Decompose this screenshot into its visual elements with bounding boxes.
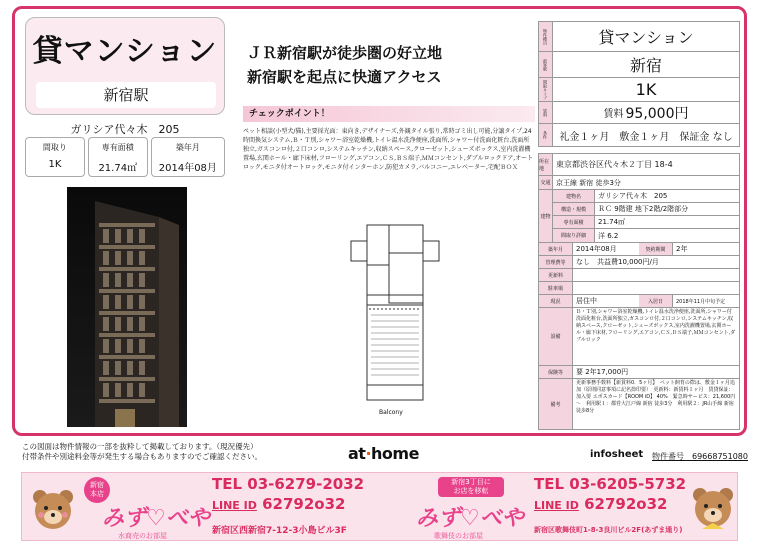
info-table — [538, 21, 740, 430]
catch-line-2: 新宿駅を起点に快適アクセス — [247, 68, 442, 86]
info-summary — [538, 21, 740, 147]
detail-renew: 更新料 — [539, 269, 739, 282]
spec-built: 築年月 2014年08月 — [151, 137, 225, 177]
spec-row — [25, 137, 225, 177]
check-point-text: ペット相談(小型犬/猫),主要採光面：東向き,デザイナーズ,外観タイル張り,常時ゴミ出し可能,分譲タイプ,24時間換気システム,Ｂ・Ｔ別,シャワー浴室乾燥機,トイレ温水洗浄便座,洗面所,シャワー付洗面化粧台,洗面所独立,ガスコンロ付,２口コンロ,システムキッチン,収納スペース,クローゼット,シューズボックス,室内洗濯機置場,玄関ホール・廊下床材,フローリング,エアコン,ＣＳ,ＢＳ端子,ＭＭコンセント,ダブルロックドア,オートロック,モニタ付オートロック,モニタ付インターホン,防犯カメラ,バルコニー,エレベーター,宅配ＢＯＸ — [243, 128, 534, 171]
info-row-type: 物件種目 貸マンション — [539, 22, 739, 52]
station-label: 新宿駅 — [36, 82, 216, 108]
detail-parking: 駐車場 — [539, 282, 739, 295]
disclaimer: この図面は物件情報の一部を抜粋して掲載しております。（現況優先） 付帯条件や別途料金等が発生する場合もありますのでご確認ください。 — [22, 442, 262, 461]
brand-logo-right: みず♡べや — [416, 506, 524, 531]
address-left: 新宿区西新宿7-12-3小島ビル3F — [212, 526, 347, 536]
athome-logo: at·home — [348, 444, 419, 463]
balcony-label: Balcony — [379, 409, 403, 416]
detail-insurance: 保険等 要 2年17,000円 — [539, 366, 739, 379]
ad-banner[interactable] — [21, 472, 738, 541]
brand-logo-left: みず♡べや — [102, 506, 210, 531]
detail-address: 所在地 東京都渋谷区代々木２丁目 18-4 — [539, 154, 739, 176]
detail-building: 建物 建物名 ガリシア代々木 205 構造・規模 ＲＣ 9階建 地下2階/2階部分 専有面積 21.74㎡ 間取り詳細 洋 6.2 — [539, 190, 739, 243]
detail-note: 備考 更新事務手数料【新賃料0．5ヶ月】 ペット飼育の際は、敷金１ヶ月追加（原則同意事項に記名捺印要） 更新料：新賃料１ヶ月 賃貸保証：加入要 エポスカード【ROOM iD】 40% 緊急時サービス：21,600円～ 利用駅１：都営大江戸線 新宿 徒歩3分 利用駅２：JR山手線 新宿 徒歩8分 — [539, 379, 739, 429]
detail-features: 設備 Ｂ・Ｔ別,シャワー浴室乾燥機,トイレ温水洗浄便座,洗面所,シャワー付洗面化粧台,洗面所独立,ガスコンロ付,２口コンロ,システムキッチン,収納スペース,クローゼット,シューズボックス,室内洗濯機置場,玄関ホール・廊下床材,フローリング,エアコン,ＣＳ,ＢＳ端子,ＭＭコンセント,ダブルロック — [539, 308, 739, 366]
bear-icon — [30, 487, 76, 533]
info-sheet — [12, 6, 747, 436]
floor-plan — [345, 205, 445, 420]
line-id-left[interactable]: LINE ID 62792o32 — [212, 495, 346, 513]
property-name: ガリシア代々木 205 — [70, 123, 180, 136]
info-row-layout: 間取タイプ 1K — [539, 78, 739, 102]
rent-value: 95,000円 — [625, 105, 689, 122]
property-type-title: 貸マンション — [32, 34, 218, 69]
shinjuku-main-badge: 新宿 本店 — [84, 477, 110, 503]
line-id-right[interactable]: LINE ID 62792o32 — [534, 495, 668, 513]
banner-kabukicho[interactable]: 新宿3丁目に お店を移転 みず♡べや 歌舞伎のお部屋 TEL 03-6205-5732 LINE ID 62792o32 新宿区歌舞伎町1-8-3良川ビル2F(あずま通り) — [394, 473, 739, 542]
tel-right[interactable]: TEL 03-6205-5732 — [534, 475, 687, 493]
info-details — [538, 153, 740, 430]
info-row-rent: 賃料 賃料 95,000円 — [539, 102, 739, 124]
bear-icon — [690, 485, 736, 535]
detail-built: 築年月 2014年08月 契約期間 2年 — [539, 243, 739, 256]
detail-management: 管理費等 なし 共益費10,000円/月 — [539, 256, 739, 269]
detail-status: 現況 居住中 入居日 2018年11月中旬予定 — [539, 295, 739, 308]
address-right: 新宿区歌舞伎町1-8-3良川ビル2F(あずま通り) — [534, 526, 683, 534]
catch-line-1: ＪＲ新宿駅が徒歩圏の好立地 — [247, 44, 443, 62]
info-row-station: 最寄駅 新宿 — [539, 52, 739, 78]
building-photo — [67, 187, 187, 427]
info-row-terms: 条件 礼金１ヶ月 敷金１ヶ月 保証金 なし — [539, 124, 739, 146]
object-number: 物件番号 69668751080 — [652, 452, 748, 461]
infosheet-label: infosheet — [590, 449, 644, 460]
spec-layout: 間取り 1K — [25, 137, 85, 177]
detail-traffic: 交通 京王線 新宿 徒歩3分 — [539, 176, 739, 190]
title-box — [25, 17, 225, 115]
catch-copy — [247, 41, 442, 89]
spec-area: 専有面積 21.74㎡ — [88, 137, 148, 177]
banner-shinjuku-main[interactable]: 新宿 本店 みず♡べや 水商売のお部屋 TEL 03-6279-2032 LINE ID 62792o32 新宿区西新宿7-12-3小島ビル3F — [22, 473, 382, 542]
tel-left[interactable]: TEL 03-6279-2032 — [212, 475, 365, 493]
relocation-badge: 新宿3丁目に お店を移転 — [438, 477, 504, 497]
check-point-title: チェックポイント！ — [243, 106, 535, 122]
